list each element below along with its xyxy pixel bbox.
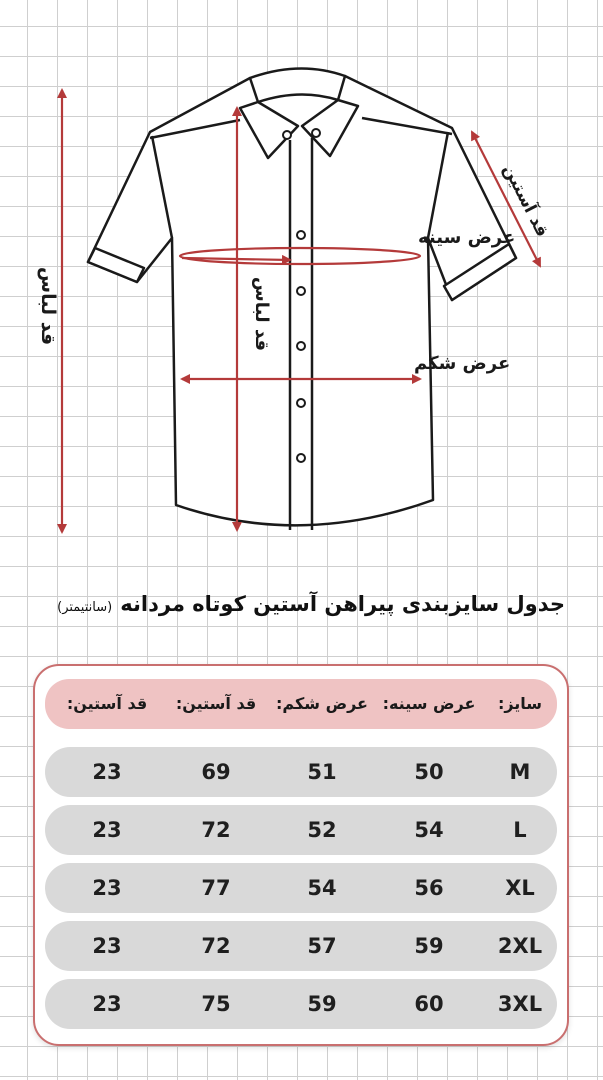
header-sleeve: قد آستین:: [175, 694, 257, 713]
size-chart-title: [25, 592, 565, 616]
garment-length-label-inner: قد لباس: [251, 276, 272, 352]
cell-belly: 52: [307, 818, 337, 842]
header-chest-width: عرض سینه:: [382, 694, 476, 713]
title-unit: (سانتیمتر): [57, 600, 113, 615]
belly-width-label: عرض شکم: [414, 353, 511, 374]
header-size: سایز:: [497, 694, 543, 713]
cell-chest: 59: [414, 934, 444, 958]
cell-chest: 56: [414, 876, 444, 900]
cell-sleeve: 72: [201, 818, 231, 842]
cell-belly: 54: [307, 876, 337, 900]
garment-length-label-outer: قد لباس: [37, 266, 59, 346]
cell-sleeve: 75: [201, 992, 231, 1016]
cell-belly: 57: [307, 934, 337, 958]
table-row: [45, 805, 557, 855]
cell-size: M: [509, 760, 531, 784]
cell-size: 2XL: [497, 934, 543, 958]
table-header-row: [45, 679, 557, 729]
cell-size: L: [513, 818, 527, 842]
cell-chest: 54: [414, 818, 444, 842]
size-table-card: [33, 664, 569, 1046]
cell-belly: 51: [307, 760, 337, 784]
cell-size: 3XL: [497, 992, 543, 1016]
cell-sleeve: 69: [201, 760, 231, 784]
cell-sleeve-length: 23: [92, 818, 122, 842]
table-row: [45, 979, 557, 1029]
cell-sleeve-length: 23: [92, 876, 122, 900]
cell-chest: 50: [414, 760, 444, 784]
chest-width-label: عرض سینه: [418, 227, 516, 248]
table-row: [45, 747, 557, 797]
header-sleeve-length: قد آستین:: [66, 694, 148, 713]
header-belly-width: عرض شکم:: [276, 694, 368, 713]
sleeve-length-label: قد آستین: [498, 161, 553, 241]
table-row: [45, 921, 557, 971]
collar-button: [283, 131, 291, 139]
cell-sleeve-length: 23: [92, 992, 122, 1016]
cell-sleeve: 72: [201, 934, 231, 958]
cell-size: XL: [505, 876, 535, 900]
cell-chest: 60: [414, 992, 444, 1016]
title-main: جدول سایزبندی پیراهن آستین کوتاه مردانه: [120, 592, 565, 616]
cell-sleeve-length: 23: [92, 760, 122, 784]
cell-belly: 59: [307, 992, 337, 1016]
cell-sleeve-length: 23: [92, 934, 122, 958]
collar-button: [312, 129, 320, 137]
cell-sleeve: 77: [201, 876, 231, 900]
table-row: [45, 863, 557, 913]
